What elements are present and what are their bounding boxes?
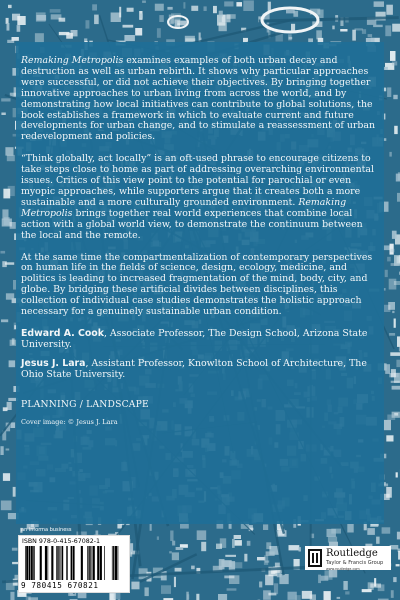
barcode-block — [18, 535, 130, 593]
description-paragraph-1: Remaking Metropolis examines examples of both urban decay and destruction as well as urban rebirth. It shows why particular approaches were successful, or did not achieve their objectives. By bringing together innovative approaches to urban living from across the world, and by demonstrating how local initiatives can contribute to global solutions, the book establishes a framework in which to evaluate current and future developments for urban change, and to stimulate a reassessment of urban redevelopment and policies. — [21, 55, 376, 143]
publisher-logo-block — [305, 546, 391, 570]
book-title: Remaking Metropolis — [21, 196, 347, 219]
isbn-label: ISBN 978-0-415-67082-1 — [22, 538, 101, 545]
barcode-digits: 9 780415 670821 — [21, 581, 99, 590]
barcode — [25, 546, 123, 582]
description-paragraph-2: “Think globally, act locally” is an oft-used phrase to encourage citizens to take steps close to home as part of addressing overarching environmental issues. Critics of this view point to the potential for parochial or even myopic approaches, while supporters argue that it creates both a more sustainable and a more culturally grounded environment. Remaking Metropolis brings together real world experiences that combine local action with a global world view, to demonstrate the continuum between the local and the remote. — [21, 153, 374, 241]
author-name: Edward A. Cook — [21, 327, 104, 339]
description-paragraph-3: At the same time the compartmentalization of contemporary perspectives on human life in the fields of science, design, ecology, medicine, and politics is leading to increased fragmentation of the mind, body, city, and globe. By bridging these artificial divides between disciplines, this collection of individual case studies demonstrates the holistic approach necessary for a genuinely sustainable urban condition. — [21, 251, 373, 318]
publisher-url: www.routledge.com — [326, 567, 360, 571]
routledge-logo-icon — [308, 549, 322, 567]
cover-text — [21, 56, 376, 428]
book-title: Remaking Metropolis — [21, 55, 124, 66]
imprint-tagline: an informa business — [21, 527, 72, 533]
author-bio: Jesus J. Lara, Assistant Professor, Knowlton School of Architecture, The Ohio State University. — [21, 357, 367, 380]
publisher-name: Routledge — [326, 548, 378, 559]
subject-category: PLANNING / LANDSCAPE — [21, 398, 149, 410]
publisher-subtitle: Taylor & Francis Group — [326, 560, 384, 566]
author-bio: Edward A. Cook, Associate Professor, The Design School, Arizona State University. — [21, 327, 368, 350]
cover-image-credit: Cover image: © Jesus J. Lara — [21, 418, 118, 427]
author-name: Jesus J. Lara — [21, 357, 86, 369]
